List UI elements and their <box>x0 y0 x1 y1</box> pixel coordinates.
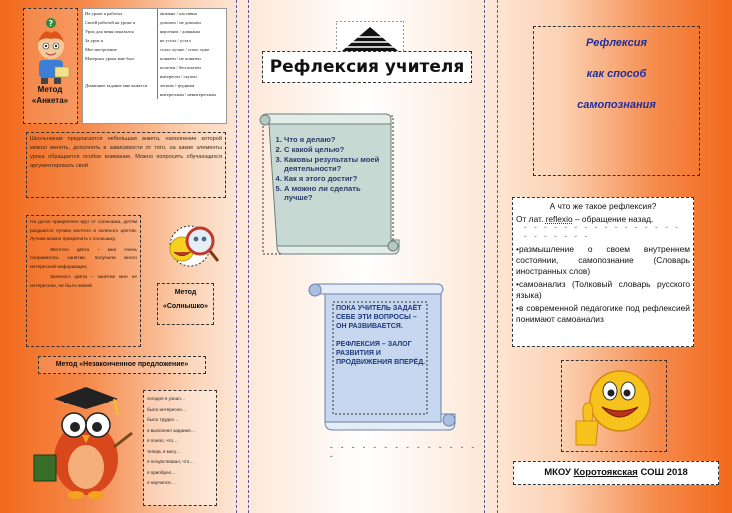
motto-paragraph: ПОКА УЧИТЕЛЬ ЗАДАЁТ СЕБЕ ЭТИ ВОПРОСЫ – ОН РАЗВИВАЕТСЯ. <box>336 305 422 330</box>
anketa-method-label: Метод «Анкета» <box>31 85 69 105</box>
definition-item: • самоанализ (Толковый словарь русского языка) <box>516 279 690 301</box>
sentence-prompts-box <box>143 390 217 506</box>
fold-line <box>497 0 498 513</box>
topic-box <box>533 26 700 176</box>
anketa-row <box>83 63 226 72</box>
fold-line <box>248 0 249 513</box>
sun-method-label <box>157 283 214 325</box>
etymology-line <box>516 213 690 226</box>
prompt-item: я почувствовал, что… <box>147 459 194 464</box>
sun-paragraph: Желтого цвета – мне очень понравилось занятие, получили много интересной информации; <box>30 247 137 270</box>
school-suffix: СОШ 2018 <box>637 467 688 478</box>
topic-line: Рефлексия <box>586 37 647 49</box>
anketa-row <box>83 90 226 99</box>
smiley-thumbs-up-icon <box>562 361 666 451</box>
topic-line: самопознания <box>577 99 656 111</box>
etymology-prefix: От лат. <box>516 214 546 224</box>
school-footer <box>513 461 719 485</box>
topic-line: как способ <box>586 68 647 80</box>
anketa-table-grid <box>83 9 226 99</box>
etymology-word: reflexio <box>545 214 573 224</box>
anketa-description: Школьникам предлагается небольшая анкета, наполнение которой можно менять, дополнять в зависимости от того, на какие элементы урока обращается особое внимание. Можно попросить обучающихся аргументировать свой <box>26 132 226 198</box>
sun-label-line: Метод <box>174 289 197 296</box>
prompt-item: было интересно… <box>147 406 187 412</box>
definition-question: А что же такое рефлексия? <box>549 201 657 211</box>
anketa-question-cell: Мое настроение <box>83 45 157 54</box>
anketa-row <box>83 36 226 45</box>
anketa-question-cell: За урок я <box>83 36 157 45</box>
anketa-answer-cell: интересным / неинтересным <box>159 91 216 97</box>
prompt-item: было трудно… <box>147 417 179 422</box>
question-item: 3. Каковы результаты моей деятельности? <box>284 155 384 173</box>
anketa-question-cell: Своей работой на уроке я <box>83 18 157 27</box>
question-item: 5. А можно ли сделать лучше? <box>284 184 384 202</box>
question-item: 4. Как я этого достиг? <box>284 174 384 183</box>
anketa-row <box>83 18 226 27</box>
anketa-answer-cell: стало лучше / стало хуже <box>159 46 210 52</box>
anketa-question-cell <box>83 63 157 72</box>
question-item: 1. Что я делаю? <box>284 135 384 144</box>
anketa-row <box>83 45 226 54</box>
fold-line <box>236 0 237 513</box>
anketa-answer-cell: не устал / устал <box>159 37 191 43</box>
teacher-questions <box>268 135 384 203</box>
cartoon-kid-icon <box>24 9 79 89</box>
anketa-answer-cell: легким / трудным <box>159 82 195 88</box>
motto-paragraph: РЕФЛЕКСИЯ – ЗАЛОГ РАЗВИТИЯ И ПРОДВИЖЕНИЯ ВПЕРЁД. <box>336 341 426 366</box>
sun-paragraph: Зеленого цвета – занятие мне не интересное, не было живой <box>30 275 137 289</box>
question-item: 2. С какой целью? <box>284 145 384 154</box>
anketa-question-cell: Материал урока мне был <box>83 54 157 63</box>
school-name: Коротоякская <box>573 467 638 478</box>
sun-paragraph: На доске прикреплен круг от солнышка, детям раздаются лучики желтого и зеленого цветов. Лучики можно прикрепить к солнышку. <box>30 220 137 242</box>
definition-item: • размышление о своем внутреннем состоянии, самопознание (Словарь иностранных слов) <box>516 244 690 277</box>
motto-text <box>336 304 428 412</box>
anketa-row <box>83 54 226 63</box>
smiley-thumbs-up-box <box>561 360 667 452</box>
anketa-answer-cell: понятен / не понятен <box>159 55 201 61</box>
school-prefix: МКОУ <box>544 467 574 478</box>
sun-method-description <box>26 215 141 347</box>
definition-item: • в современной педагогике под рефлексией понимают самоанализ <box>516 303 690 325</box>
anketa-table <box>82 8 227 124</box>
prompt-item: я приобрел… <box>147 469 176 475</box>
svg-text:?: ? <box>48 19 54 28</box>
anketa-method-box <box>23 8 78 124</box>
anketa-answer-cell: коротким / длинным <box>159 28 200 34</box>
page-title <box>262 51 472 83</box>
prompt-item: я выполнял задания… <box>147 427 196 433</box>
unfinished-sentence-label: Метод «Незаконченное предложение» <box>38 356 206 374</box>
sun-label-line: «Солнышко» <box>162 303 209 310</box>
definition-list <box>516 244 690 325</box>
anketa-question-cell: Урок для меня показался <box>83 27 157 36</box>
anketa-row <box>83 9 226 18</box>
prompt-item: сегодня я узнал… <box>147 396 186 401</box>
prompt-item: я научился… <box>147 480 176 485</box>
fold-line <box>484 0 485 513</box>
anketa-answer-cell: полезен / бесполезен <box>159 64 201 70</box>
owl-teacher-icon <box>28 385 136 503</box>
prompt-item: я понял, что… <box>147 438 178 443</box>
anketa-question-cell: Домашнее задание мне кажется <box>83 81 157 90</box>
decorative-ticks: ˇ ˇ ˇ ˇ ˇ ˇ ˇ ˇ ˇ ˇ ˇ ˇ ˇ ˇ ˇ ˇ ˇ ˇ ˇ ˇ ˇ ˇ ˇ <box>524 226 681 244</box>
prompt-item: теперь я могу… <box>147 448 181 454</box>
anketa-row <box>83 72 226 81</box>
decorative-ticks: ˇ ˇ ˇ ˇ ˇ ˇ ˇ ˇ ˇ ˇ ˇ ˇ ˇ ˇ ˇ <box>330 446 478 464</box>
anketa-row <box>83 27 226 36</box>
definition-box <box>512 197 694 347</box>
anketa-question-cell: На уроке я работал <box>83 9 157 18</box>
anketa-answer-cell: доволен / не доволен <box>159 19 201 25</box>
anketa-answer-cell: активно / пассивно <box>159 10 197 16</box>
etymology-suffix: – обращение назад. <box>572 214 654 224</box>
anketa-answer-cell: интересен / скучен <box>159 73 197 79</box>
anketa-question-cell <box>83 72 157 81</box>
prompt-list <box>147 394 213 489</box>
page-title-text: Рефлексия учителя <box>269 57 465 77</box>
anketa-row <box>83 81 226 90</box>
smiley-magnifier-icon <box>160 221 222 269</box>
anketa-question-cell <box>83 90 157 99</box>
